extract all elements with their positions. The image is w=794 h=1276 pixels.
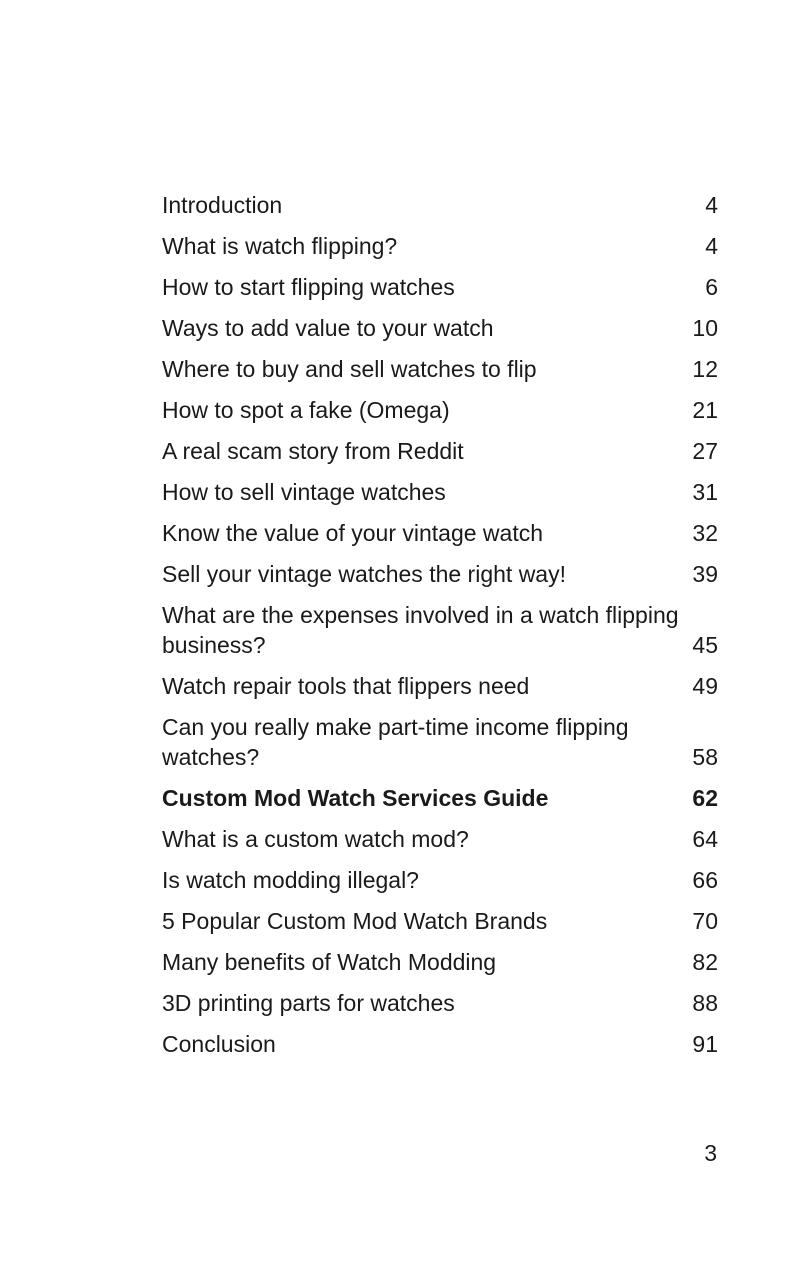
toc-entry-page: 31 — [692, 479, 718, 505]
toc-entry[interactable] — [162, 983, 718, 1024]
toc-entry[interactable] — [162, 819, 718, 860]
toc-entry[interactable] — [162, 185, 718, 226]
toc-entry[interactable] — [162, 349, 718, 390]
toc-entry-title: Many benefits of Watch Modding — [162, 949, 497, 975]
toc-entry[interactable] — [162, 226, 718, 267]
toc-entry-page: 12 — [692, 356, 718, 382]
toc-entry-title: Is watch modding illegal? — [162, 867, 419, 893]
toc-entry-page: 58 — [692, 744, 718, 770]
toc-entry[interactable] — [162, 901, 718, 942]
toc-entry-page: 6 — [705, 274, 718, 300]
toc-entry-page: 70 — [692, 908, 718, 934]
toc-entry-title: How to start flipping watches — [162, 274, 455, 300]
toc-entry-page: 64 — [692, 826, 718, 852]
toc-entry-title: Conclusion — [162, 1031, 276, 1057]
page-number: 3 — [704, 1140, 717, 1166]
toc-entry-page: 88 — [692, 990, 718, 1016]
toc-entry-title: 3D printing parts for watches — [162, 990, 455, 1016]
toc-entry-page: 82 — [692, 949, 718, 975]
toc-entry-title: Custom Mod Watch Services Guide — [162, 785, 549, 811]
toc-entry-page: 4 — [705, 233, 718, 259]
toc-entry-title: Introduction — [162, 192, 283, 218]
toc-entry[interactable] — [162, 707, 718, 778]
toc-entry[interactable] — [162, 431, 718, 472]
toc-entry-page: 45 — [692, 632, 718, 658]
toc-entry-page: 49 — [692, 673, 718, 699]
toc-entry-page: 21 — [692, 397, 718, 423]
toc-entry-page: 4 — [705, 192, 718, 218]
toc-entry[interactable] — [162, 595, 718, 666]
toc-entry[interactable] — [162, 1024, 718, 1065]
toc-entry-page: 32 — [692, 520, 718, 546]
toc-entry-page: 39 — [692, 561, 718, 587]
toc-entry-title: How to sell vintage watches — [162, 479, 446, 505]
toc-entry-title: How to spot a fake (Omega) — [162, 397, 450, 423]
toc-entry[interactable] — [162, 390, 718, 431]
table-of-contents — [162, 185, 718, 1065]
toc-entry-title: A real scam story from Reddit — [162, 438, 464, 464]
toc-entry[interactable] — [162, 554, 718, 595]
toc-entry-title: What is a custom watch mod? — [162, 826, 469, 852]
toc-entry[interactable] — [162, 666, 718, 707]
toc-entry-page: 66 — [692, 867, 718, 893]
toc-entry-title: Watch repair tools that flippers need — [162, 673, 530, 699]
toc-entry-page: 27 — [692, 438, 718, 464]
toc-entry-title: Sell your vintage watches the right way! — [162, 561, 566, 587]
toc-entry[interactable] — [162, 267, 718, 308]
toc-entry[interactable] — [162, 308, 718, 349]
toc-entry-title: Ways to add value to your watch — [162, 315, 494, 341]
toc-entry-title: What is watch flipping? — [162, 233, 398, 259]
toc-entry-title: Where to buy and sell watches to flip — [162, 356, 537, 382]
toc-entry-page: 91 — [692, 1031, 718, 1057]
toc-entry-title: What are the expenses involved in a watch flipping business? — [162, 602, 679, 658]
toc-entry[interactable] — [162, 942, 718, 983]
toc-entry-page: 62 — [692, 785, 718, 811]
toc-entry-page: 10 — [692, 315, 718, 341]
toc-entry[interactable] — [162, 472, 718, 513]
toc-entry[interactable] — [162, 513, 718, 554]
toc-entry-title: Know the value of your vintage watch — [162, 520, 544, 546]
toc-entry-title: 5 Popular Custom Mod Watch Brands — [162, 908, 548, 934]
toc-entry[interactable] — [162, 860, 718, 901]
toc-section-heading[interactable] — [162, 778, 718, 819]
toc-entry-title: Can you really make part-time income flipping watches? — [162, 714, 629, 770]
